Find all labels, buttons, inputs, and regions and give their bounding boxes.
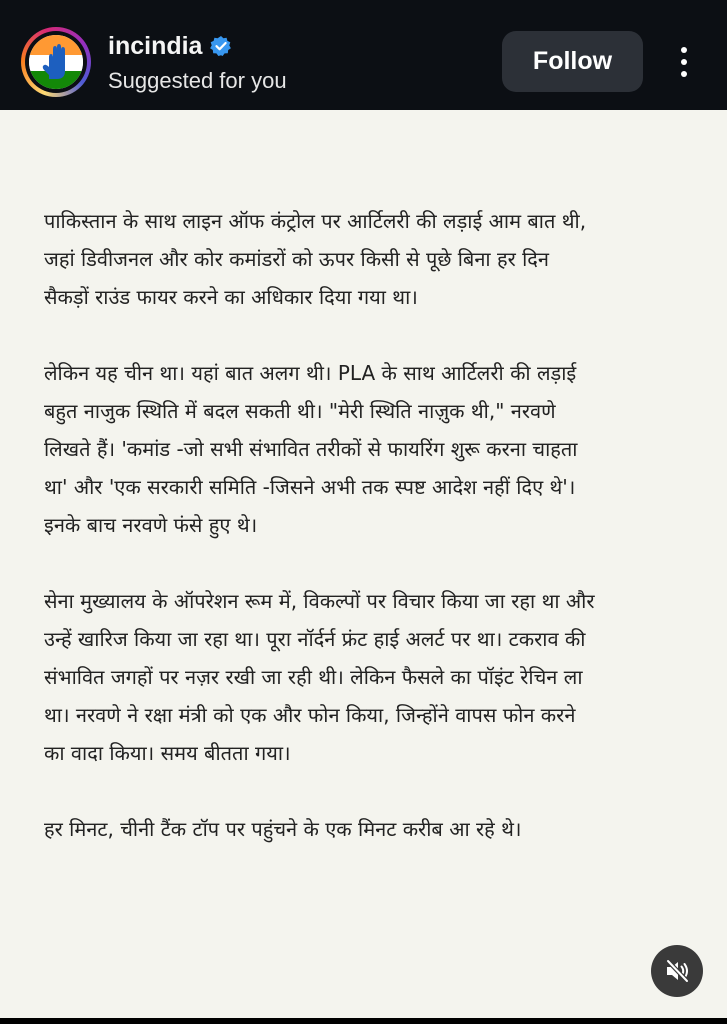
congress-logo-icon [29, 35, 83, 89]
post-text [44, 202, 704, 886]
bottom-divider [0, 1018, 727, 1024]
verified-badge-icon [210, 35, 232, 57]
post-image-card[interactable] [0, 110, 727, 1018]
more-vertical-icon[interactable] [672, 44, 696, 80]
paragraph-4: हर मिनट, चीनी टैंक टॉप पर पहुंचने के एक मिनट करीब आ रहे थे। [44, 817, 522, 841]
avatar[interactable] [21, 27, 91, 97]
paragraph-1: पाकिस्तान के साथ लाइन ऑफ कंट्रोल पर आर्टिलरी की लड़ाई आम बात थी, जहां डिवीजनल और कोर कमांडरों को ऊपर किसी से पूछे बिना हर दिन सैकड़ों राउंड फायर करने का अधिकार दिया गया था। [44, 209, 587, 309]
username[interactable]: incindia [108, 32, 203, 60]
speaker-muted-icon [663, 957, 691, 985]
mute-button[interactable] [651, 945, 703, 997]
paragraph-3: सेना मुख्यालय के ऑपरेशन रूम में, विकल्पों पर विचार किया जा रहा था और उन्हें खारिज किया जा रहा था। पूरा नॉर्दर्न फ्रंट हाई अलर्ट पर था। टकराव की संभावित जगहों पर नज़र रखी जा रही थी। लेकिन फैसले का पॉइंट रेचिन ला था। नरवणे ने रक्षा मंत्री को एक और फोन किया, जिन्होंने वापस फोन करने का वादा किया। समय बीतता गया। [44, 589, 595, 765]
post-header [0, 0, 727, 110]
follow-button[interactable]: Follow [502, 31, 643, 92]
paragraph-2: लेकिन यह चीन था। यहां बात अलग थी। PLA के साथ आर्टिलरी की लड़ाई बहुत नाजुक स्थिति में बदल सकती थी। "मेरी स्थिति नाज़ुक थी," नरवणे लिखते हैं। 'कमांड -जो सभी संभावित तरीकों से फायरिंग शुरू करना चाहता था' और 'एक सरकारी समिति -जिसने अभी तक स्पष्ट आदेश नहीं दिए थे'। इनके बाच नरवणे फंसे हुए थे। [44, 361, 578, 537]
suggested-label: Suggested for you [108, 68, 287, 93]
